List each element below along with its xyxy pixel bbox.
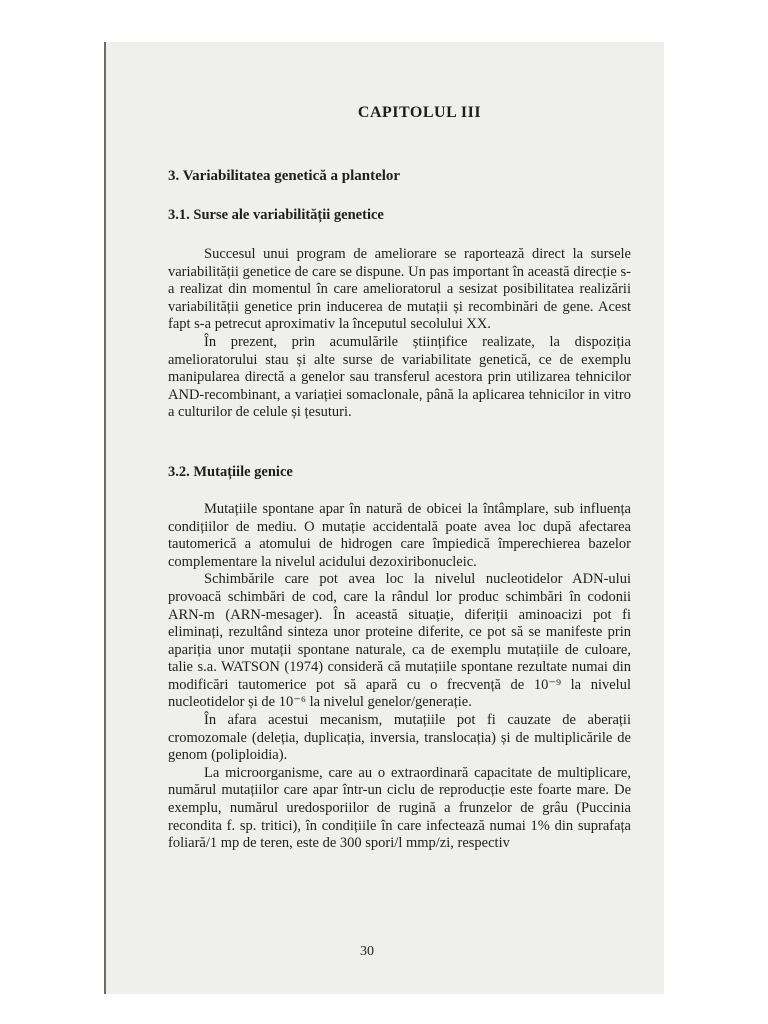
section-title: 3. Variabilitatea genetică a plantelor [168,168,401,184]
subsection-title-1: 3.1. Surse ale variabilității genetice [168,207,384,223]
paragraph: În prezent, prin acumulările științifice realizate, la dispoziția amelioratorului stau și alte surse de variabilitate genetică, ce de exemplu manipularea directă a genelor sau transferul acestora prin utilizarea tehnicilor AND-recombinant, a variației somaclonale, până la aplicarea tehnicilor in vitro a culturilor de celule și țesuturi. [168,333,631,421]
chapter-title: CAPITOLUL III [357,104,482,121]
paragraph: În afara acestui mecanism, mutațiile pot fi cauzate de aberații cromozomale (deleția, duplicația, inversia, translocația) și de multiplicările de genom (poliploidia). [168,712,631,764]
page-content [168,104,631,853]
paragraph: Mutațiile spontane apar în natură de obicei la întâmplare, sub influența condițiilor de mediu. O mutație accidentală poate avea loc după afectarea tautomerică a atomului de hidrogen care împiedică împerechierea bazelor complementare la nivelul acidului dezoxiribonucleic. [168,500,631,570]
page-number: 30 [360,944,374,959]
paragraph: Succesul unui program de ameliorare se raportează direct la sursele variabilității genetice de care se dispune. Un pas important în această direcție s-a realizat din momentul în care amelioratorul a sesizat posibilitatea realizării variabilității genetice prin inducerea de mutații și recombinări de gene. Acest fapt s-a petrecut aproximativ la începutul secolului XX. [168,246,631,333]
paragraph: Schimbările care pot avea loc la nivelul nucleotidelor ADN-ului provoacă schimbări de cod, care la rândul lor produc schimbări în codonii ARN-m (ARN-mesager). În această situație, diferiții aminoacizi pot fi eliminați, rezultând sinteza unor proteine diferite, ce pot să se manifeste prin apariția unor mutații spontane naturale, ca de exemplu mutațiile de culoare, talie s.a. WATSON (1974) consideră că mutațiile spontane rezultate numai din modificări tautomerice pot să apară cu o frecvență de 10⁻⁹ la nivelul nucleotidelor și de 10⁻⁶ la nivelul genelor/generație. [168,571,631,711]
subsection-title-2: 3.2. Mutațiile genice [168,463,293,480]
paragraph: La microorganisme, care au o extraordinară capacitate de multiplicare, numărul mutațiilor care apar într-un ciclu de reproducție este foarte mare. De exemplu, numărul uredosporiilor de rugină a frunzelor de grâu (Puccinia recondita f. sp. tritici), în condițiile în care infectează numai 1% din suprafața foliară/1 mp de teren, este de 300 spori/l mmp/zi, respectiv [168,764,631,852]
spacer [168,422,631,464]
